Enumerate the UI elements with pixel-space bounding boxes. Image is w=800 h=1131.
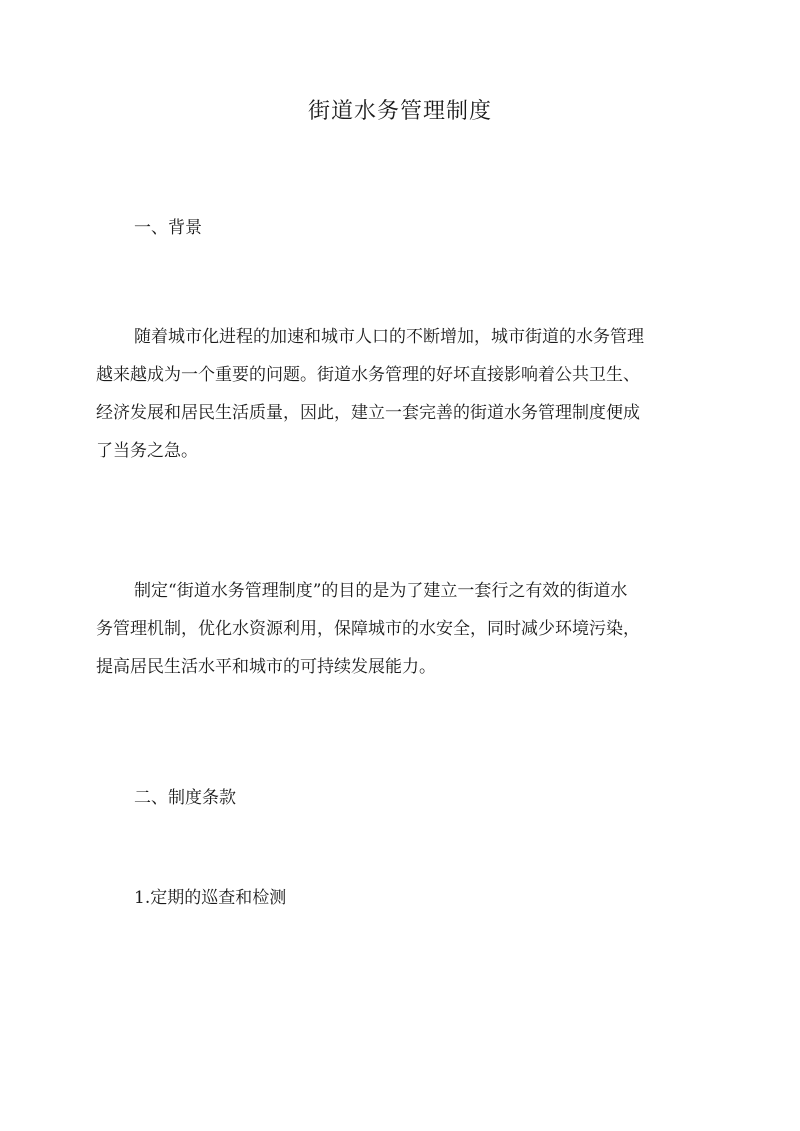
section-heading-clauses: 二、制度条款 [134, 788, 236, 808]
paragraph-line: 随着城市化进程的加速和城市人口的不断增加，城市街道的水务管理 [134, 327, 644, 347]
section-heading-background: 一、背景 [134, 218, 202, 238]
paragraph-line: 越来越成为一个重要的问题。街道水务管理的好坏直接影响着公共卫生、 [96, 365, 640, 385]
clause-item-1: 1.定期的巡查和检测 [134, 888, 287, 908]
document-title: 街道水务管理制度 [307, 99, 492, 124]
paragraph-background-2 [96, 572, 704, 686]
paragraph-line: 制定“街道水务管理制度”的目的是为了建立一套行之有效的街道水 [134, 581, 628, 601]
paragraph-line: 了当务之急。 [96, 441, 198, 461]
paragraph-line: 务管理机制，优化水资源利用，保障城市的水安全，同时减少环境污染， [96, 619, 640, 639]
paragraph-line: 提高居民生活水平和城市的可持续发展能力。 [96, 657, 436, 677]
paragraph-line: 经济发展和居民生活质量，因此，建立一套完善的街道水务管理制度便成 [96, 403, 640, 423]
paragraph-background-1 [96, 318, 704, 470]
